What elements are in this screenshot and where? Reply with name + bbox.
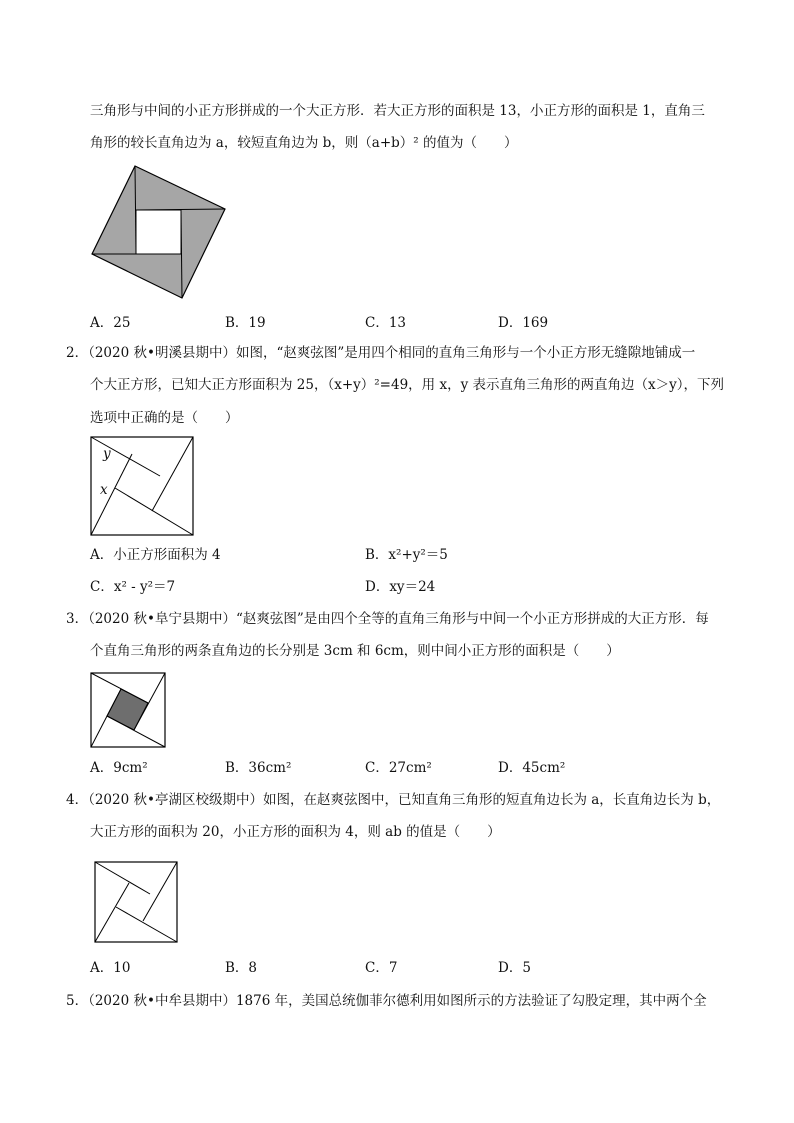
- q4-option-b[interactable]: B．8: [225, 960, 258, 976]
- q4-text-line-1: 4．（2020 秋•亭湖区校级期中）如图，在赵爽弦图中，已知直角三角形的短直角边长为 a，长直角边长为 b，: [66, 792, 721, 808]
- q3-text-line-2: 个直角三角形的两条直角边的长分别是 3cm 和 6cm，则中间小正方形的面积是（ ）: [90, 643, 620, 659]
- q3-option-a[interactable]: A．9cm²: [90, 760, 148, 776]
- q2-figure-label-x: x: [100, 482, 108, 498]
- q4-option-a[interactable]: A．10: [90, 960, 131, 976]
- q1-text-line-1: 三角形与中间的小正方形拼成的一个大正方形．若大正方形的面积是 13，小正方形的面积是 1，直角三: [90, 103, 705, 119]
- q4-outer-square: [95, 862, 177, 942]
- q4-option-d[interactable]: D．5: [498, 960, 531, 976]
- q1-option-d[interactable]: D．169: [498, 315, 549, 331]
- q4-text-line-2: 大正方形的面积为 20，小正方形的面积为 4，则 ab 的值是（ ）: [90, 824, 501, 840]
- q3-text-line-1: 3．（2020 秋•阜宁县期中）“赵爽弦图”是由四个全等的直角三角形与中间一个小正方形拼成的大正方形．每: [66, 611, 709, 627]
- q2-text-line-1: 2．（2020 秋•明溪县期中）如图，“赵爽弦图”是用四个相同的直角三角形与一个小正方形无缝隙地铺成一: [66, 345, 696, 361]
- q1-inner-square: [136, 210, 181, 254]
- q2-option-c[interactable]: C．x² - y²＝7: [90, 579, 176, 595]
- q2-figure-label-y: y: [103, 446, 111, 462]
- q4-figure-zhao-shuang-diagram: [94, 861, 178, 943]
- q1-option-b[interactable]: B．19: [225, 315, 266, 331]
- q1-figure-zhao-shuang-diagram: [90, 164, 230, 300]
- q2-option-b[interactable]: B．x²+y²＝5: [365, 547, 448, 563]
- q2-option-d[interactable]: D．xy＝24: [365, 579, 436, 595]
- q2-text-line-3: 选项中正确的是（ ）: [90, 410, 239, 426]
- q3-option-b[interactable]: B．36cm²: [225, 760, 292, 776]
- q3-figure-zhao-shuang-diagram: [90, 672, 166, 748]
- q1-text-line-2: 角形的较长直角边为 a，较短直角边为 b，则（a+b）² 的值为（ ）: [90, 135, 518, 151]
- q2-text-line-2: 个大正方形，已知大正方形面积为 25，（x+y）²=49，用 x，y 表示直角三角形的两直角边（x＞y），下列: [90, 377, 724, 393]
- q1-option-a[interactable]: A．25: [90, 315, 131, 331]
- q5-text-line-1: 5．（2020 秋•中牟县期中）1876 年，美国总统伽菲尔德利用如图所示的方法验证了勾股定理，其中两个全: [66, 993, 707, 1009]
- q2-option-a[interactable]: A．小正方形面积为 4: [90, 547, 221, 563]
- q1-option-c[interactable]: C．13: [365, 315, 407, 331]
- q4-option-c[interactable]: C．7: [365, 960, 398, 976]
- q3-option-d[interactable]: D．45cm²: [498, 760, 566, 776]
- q3-option-c[interactable]: C．27cm²: [365, 760, 432, 776]
